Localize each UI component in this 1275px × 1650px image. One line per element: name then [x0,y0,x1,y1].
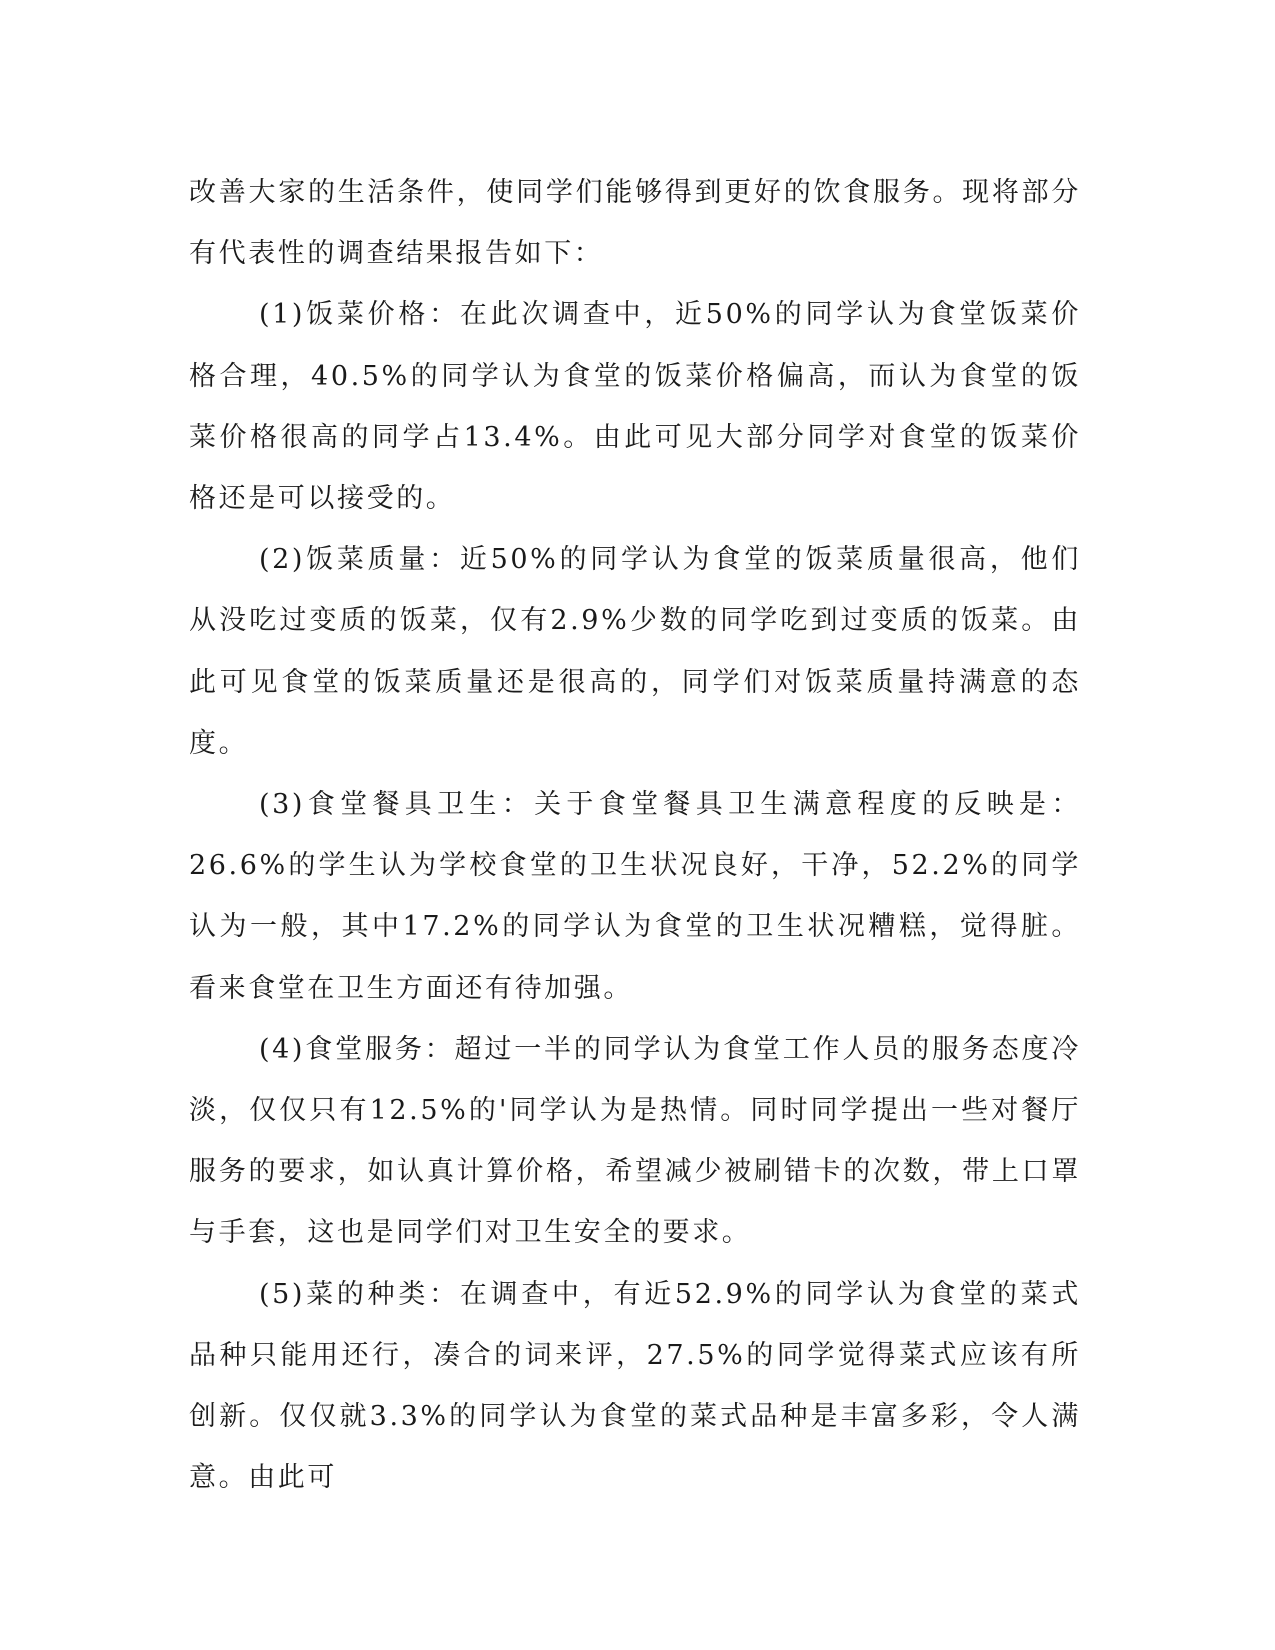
paragraph-item-4-service: (4)食堂服务：超过一半的同学认为食堂工作人员的服务态度冷淡，仅仅只有12.5%的'同学认为是热情。同时同学提出一些对餐厅服务的要求，如认真计算价格，希望减少被刷错卡的次数，带上口罩与手套，这也是同学们对卫生安全的要求。 [189,1033,1081,1249]
body-text [189,162,1081,1508]
paragraph-item-2-quality: (2)饭菜质量：近50%的同学认为食堂的饭菜质量很高，他们从没吃过变质的饭菜，仅有2.9%少数的同学吃到过变质的饭菜。由此可见食堂的饭菜质量还是很高的，同学们对饭菜质量持满意的态度。 [189,544,1081,759]
paragraph-item-5-variety: (5)菜的种类：在调查中，有近52.9%的同学认为食堂的菜式品种只能用还行，凑合的词来评，27.5%的同学觉得菜式应该有所创新。仅仅就3.3%的同学认为食堂的菜式品种是丰富多彩，令人满意。由此可 [189,1278,1081,1494]
paragraph-item-3-hygiene: (3)食堂餐具卫生：关于食堂餐具卫生满意程度的反映是：26.6%的学生认为学校食堂的卫生状况良好，干净，52.2%的同学认为一般，其中17.2%的同学认为食堂的卫生状况糟糕，觉得脏。看来食堂在卫生方面还有待加强。 [189,789,1081,1004]
paragraph-item-1-price: (1)饭菜价格：在此次调查中，近50%的同学认为食堂饭菜价格合理，40.5%的同学认为食堂的饭菜价格偏高，而认为食堂的饭菜价格很高的同学占13.4%。由此可见大部分同学对食堂的饭菜价格还是可以接受的。 [189,299,1081,515]
paragraph-intro-continuation: 改善大家的生活条件，使同学们能够得到更好的饮食服务。现将部分有代表性的调查结果报告如下： [189,177,1081,270]
